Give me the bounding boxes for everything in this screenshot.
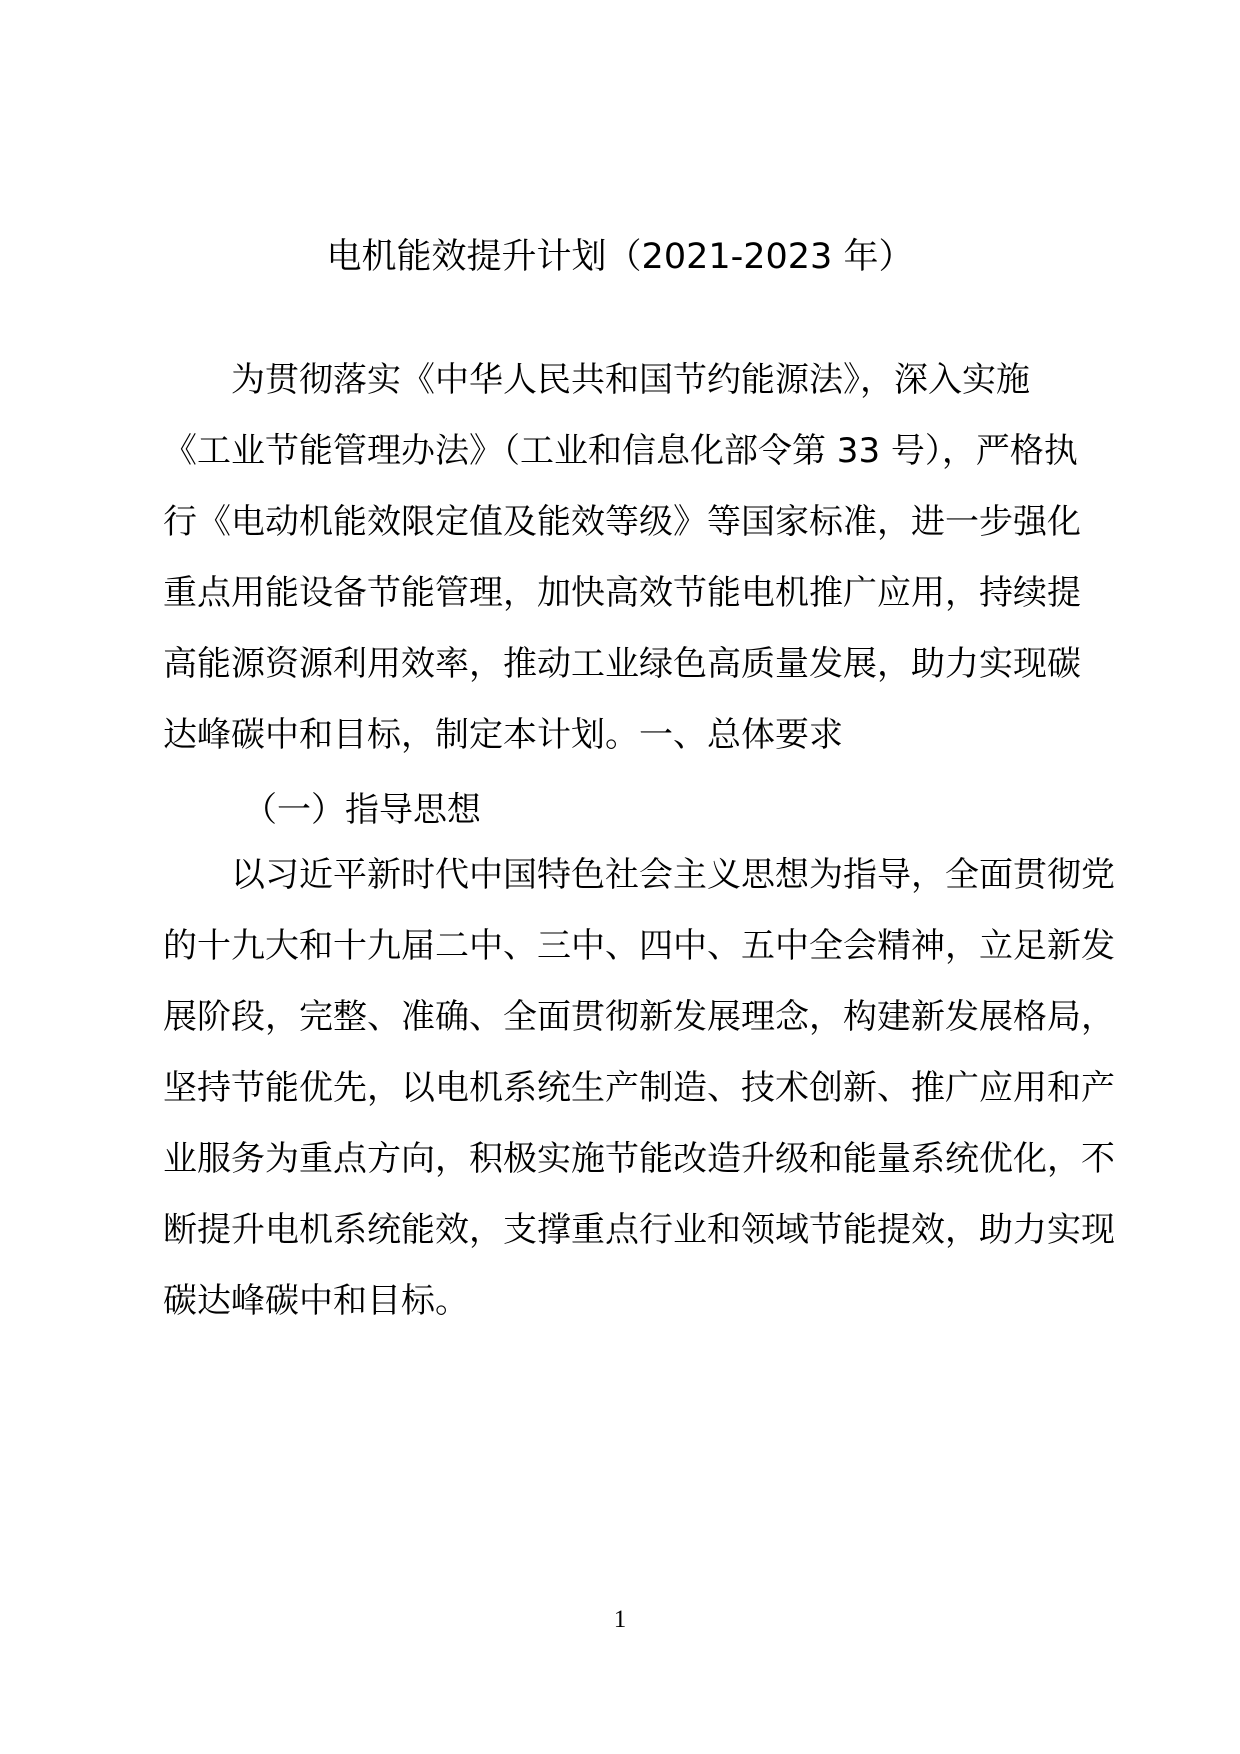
- page-number: 1: [613, 1606, 627, 1633]
- paragraph-line: 的十九大和十九届二中、三中、四中、五中全会精神，立足新发: [163, 926, 1115, 966]
- section-heading: （一）指导思想: [243, 790, 481, 830]
- paragraph-line: 行《电动机能效限定值及能效等级》等国家标准，进一步强化: [163, 502, 1081, 542]
- paragraph-line: 为贯彻落实《中华人民共和国节约能源法》，深入实施: [163, 360, 1030, 400]
- paragraph-line: 高能源资源利用效率，推动工业绿色高质量发展，助力实现碳: [163, 644, 1081, 684]
- paragraph-line: 达峰碳中和目标，制定本计划。一、总体要求: [163, 715, 843, 755]
- paragraph-line: 《工业节能管理办法》（工业和信息化部令第 33 号），严格执: [163, 431, 1078, 471]
- section-heading-block: [163, 780, 1093, 840]
- document-title: 电机能效提升计划（2021-2023 年）: [326, 237, 914, 277]
- paragraph-line: 断提升电机系统能效，支撑重点行业和领域节能提效，助力实现: [163, 1210, 1115, 1250]
- paragraph-line: 碳达峰碳中和目标。: [163, 1281, 469, 1321]
- paragraph-line: 展阶段，完整、准确、全面贯彻新发展理念，构建新发展格局，: [163, 997, 1115, 1037]
- intro-paragraph: [163, 345, 1093, 771]
- paragraph-line: 坚持节能优先，以电机系统生产制造、技术创新、推广应用和产: [163, 1068, 1115, 1108]
- paragraph-line: 以习近平新时代中国特色社会主义思想为指导，全面贯彻党: [163, 855, 1115, 895]
- paragraph-line: 业服务为重点方向，积极实施节能改造升级和能量系统优化，不: [163, 1139, 1115, 1179]
- guiding-ideology-paragraph: [163, 840, 1115, 1337]
- paragraph-line: 重点用能设备节能管理，加快高效节能电机推广应用，持续提: [163, 573, 1081, 613]
